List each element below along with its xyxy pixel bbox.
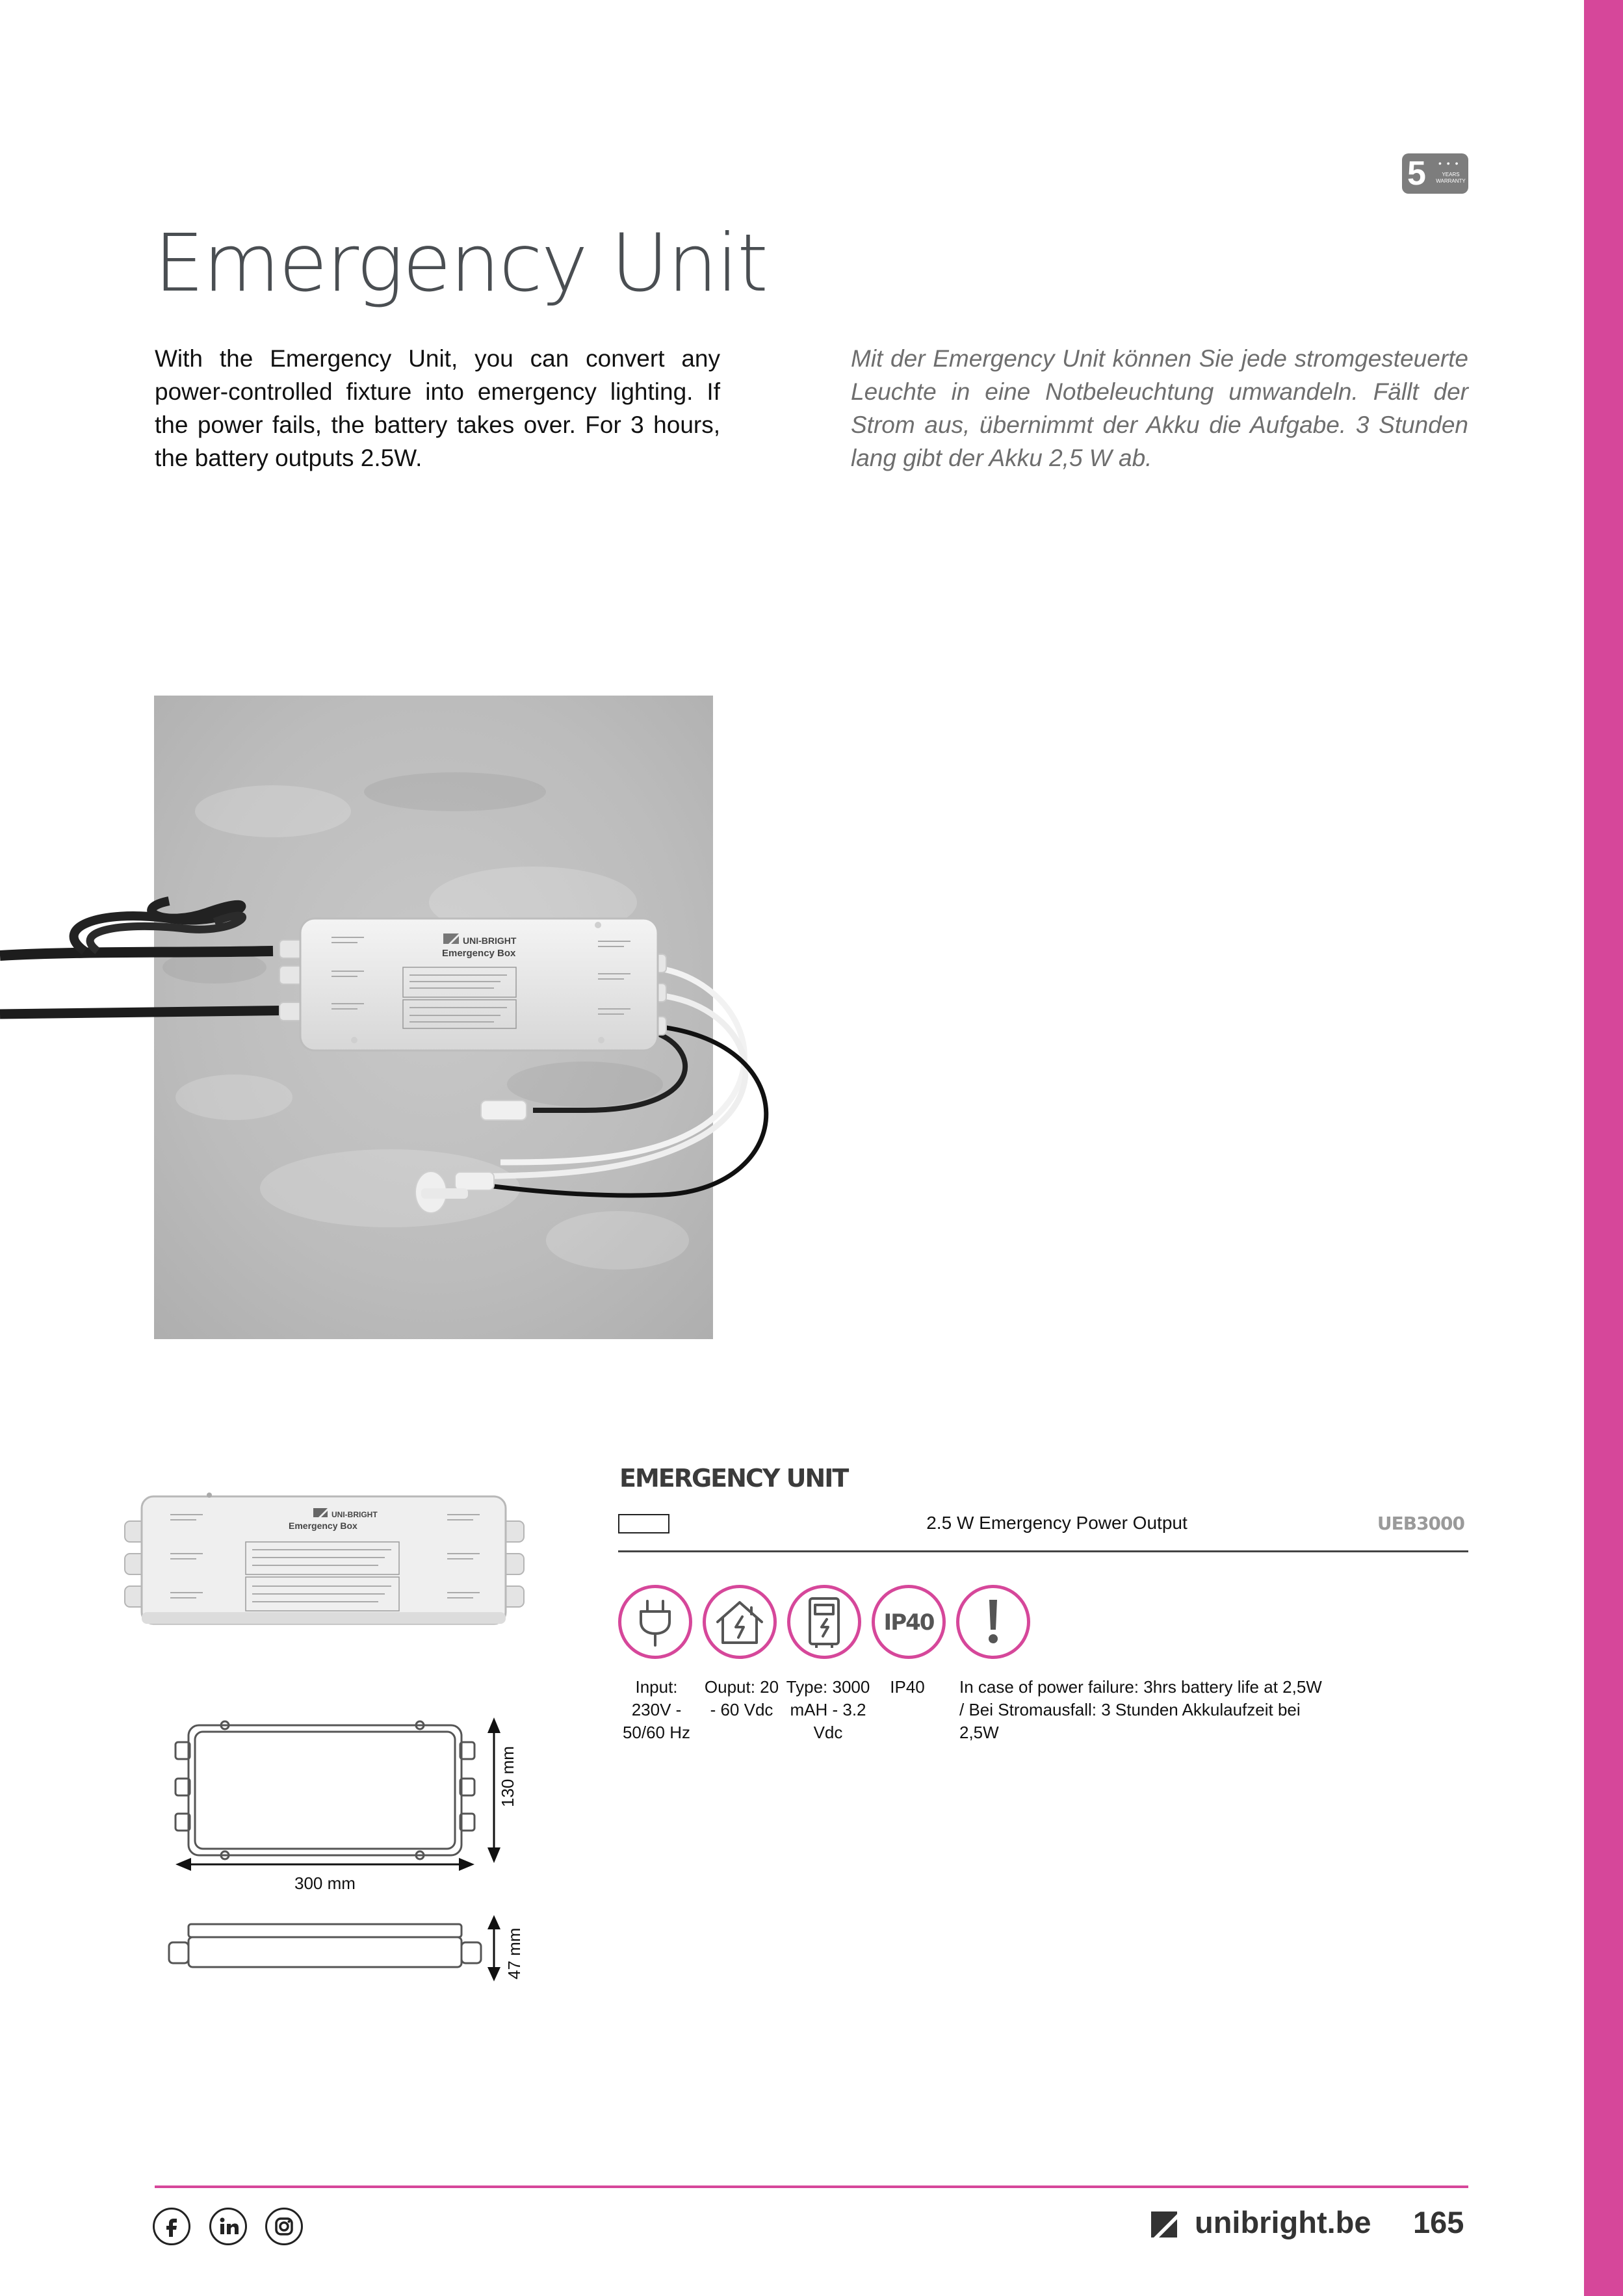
intro-english: With the Emergency Unit, you can convert any power-controlled fixture into emergency lighting. If the power fails, the battery takes over. For 3 hours, the battery outputs 2.5W. — [155, 345, 720, 471]
ip40-icon-label: IP40 — [883, 1610, 934, 1636]
warranty-label: YEARS WARRANTY — [1436, 172, 1466, 184]
exclamation-icon — [956, 1585, 1030, 1659]
website-link[interactable]: unibright.be — [1195, 2205, 1371, 2239]
thumb-box-name: Emergency Box — [289, 1520, 357, 1531]
footer-divider — [155, 2185, 1468, 2188]
warranty-years: 5 — [1407, 155, 1426, 192]
facebook-icon[interactable] — [153, 2208, 190, 2245]
spec-input-text: Input: 230V - 50/60 Hz — [622, 1677, 691, 1742]
photo-box-brand: UNI-BRIGHT — [463, 935, 517, 946]
plug-icon — [618, 1585, 692, 1659]
instagram-icon[interactable] — [265, 2208, 303, 2245]
spec-battery-text: Type: 3000 mAH - 3.2 Vdc — [786, 1677, 870, 1742]
unibright-logo-icon — [1151, 2211, 1177, 2237]
dimension-height: 47 mm — [504, 1927, 524, 1979]
battery-meter-icon — [787, 1585, 861, 1659]
dimension-depth: 130 mm — [498, 1746, 517, 1807]
dimension-width: 300 mm — [294, 1873, 356, 1893]
product-photo — [0, 694, 806, 1341]
product-thumbnail — [118, 1482, 534, 1638]
page-title: Emergency Unit — [154, 217, 767, 309]
page-number: 165 — [1413, 2205, 1464, 2239]
spec-failure-text: In case of power failure: 3hrs battery life at 2,5W / Bei Stromausfall: 3 Stunden Akkulaufzeit bei 2,5W — [959, 1677, 1322, 1742]
dimension-drawing-side — [149, 1911, 539, 1996]
section-title: EMERGENCY UNIT — [619, 1464, 848, 1493]
variant-row — [618, 1502, 1468, 1552]
warranty-badge: 5 • • • YEARS WARRANTY — [1402, 153, 1468, 194]
spec-ip-text: IP40 — [890, 1677, 925, 1697]
spec-output-text: Ouput: 20 - 60 Vdc — [704, 1677, 779, 1719]
ip40-icon — [872, 1585, 946, 1659]
thumb-box-brand: UNI-BRIGHT — [331, 1510, 378, 1519]
photo-box-name: Emergency Box — [442, 948, 516, 959]
variant-code: UEB3000 — [1377, 1513, 1464, 1534]
color-swatch — [618, 1514, 669, 1533]
house-power-icon — [703, 1585, 777, 1659]
intro-german: Mit der Emergency Unit können Sie jede stromgesteuerte Leuchte in eine Notbeleuchtung umwandeln. Fällt der Strom aus, übernimmt der Akku die Aufgabe. 3 Stunden lang gibt der Akku 2,5 W ab. — [851, 345, 1468, 471]
dimension-drawing-top — [149, 1703, 539, 1898]
side-accent-bar — [1584, 0, 1623, 2296]
variant-name: 2.5 W Emergency Power Output — [926, 1513, 1188, 1533]
linkedin-icon[interactable] — [209, 2208, 247, 2245]
